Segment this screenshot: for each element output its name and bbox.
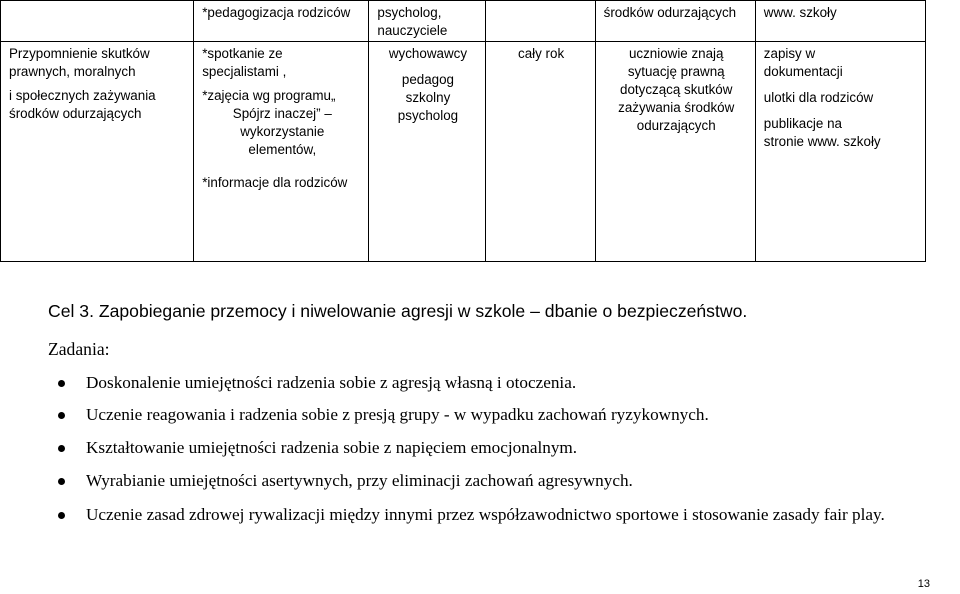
cell-text: elementów, bbox=[248, 142, 317, 157]
cell-text: środków odurzających bbox=[9, 106, 142, 121]
program-table bbox=[0, 0, 926, 262]
cell-text: cały rok bbox=[518, 46, 565, 61]
cell-text: i społecznych zażywania bbox=[9, 88, 156, 103]
cell-text: *zajęcia wg programu„ bbox=[202, 88, 336, 103]
cell-text: zapisy w bbox=[763, 46, 816, 61]
table-cell bbox=[369, 42, 485, 262]
cell-text: zażywania środków bbox=[618, 100, 735, 115]
cell-text: prawnych, moralnych bbox=[9, 64, 136, 79]
table-cell bbox=[595, 42, 755, 262]
table-cell bbox=[1, 1, 194, 42]
bullet-icon bbox=[58, 380, 65, 387]
cell-text: wykorzystanie bbox=[240, 124, 325, 139]
table-cell bbox=[194, 42, 369, 262]
cell-text: odurzających bbox=[636, 118, 716, 133]
cell-text: uczniowie znają bbox=[628, 46, 724, 61]
cell-text: *spotkanie ze bbox=[202, 46, 283, 61]
cell-text: sytuację prawną bbox=[627, 64, 725, 79]
cell-text: Przypomnienie skutków bbox=[9, 46, 150, 61]
task-text: Uczenie zasad zdrowej rywalizacji między innymi przez współzawodnictwo sportowe i stosowanie zasady fair play. bbox=[86, 505, 885, 524]
goal-heading: Cel 3. Zapobieganie przemocy i niwelowanie agresji w szkole – dbanie o bezpieczeństwo. bbox=[48, 301, 748, 321]
table-cell bbox=[1, 42, 194, 262]
bullet-icon bbox=[58, 412, 65, 419]
task-text: Doskonalenie umiejętności radzenia sobie z agresją własną i otoczenia. bbox=[86, 373, 577, 392]
cell-text: nauczyciele bbox=[377, 23, 448, 38]
cell-text: Spójrz inaczej” – bbox=[232, 106, 332, 121]
page-number: 13 bbox=[917, 578, 930, 590]
table-cell bbox=[755, 42, 925, 262]
bullet-icon bbox=[58, 445, 65, 452]
task-text: Wyrabianie umiejętności asertywnych, przy eliminacji zachowań agresywnych. bbox=[86, 471, 633, 490]
table-cell bbox=[369, 1, 485, 42]
cell-text: środków odurzających bbox=[603, 5, 737, 20]
bullet-icon bbox=[58, 512, 65, 519]
table-row bbox=[1, 42, 926, 262]
table-cell bbox=[595, 1, 755, 42]
cell-text: wychowawcy bbox=[388, 46, 468, 61]
table-cell bbox=[194, 1, 369, 42]
cell-text: *pedagogizacja rodziców bbox=[202, 5, 351, 20]
cell-text: specjalistami , bbox=[202, 64, 287, 79]
cell-text: dokumentacji bbox=[763, 64, 843, 79]
cell-text: *informacje dla rodziców bbox=[202, 175, 348, 190]
task-text: Uczenie reagowania i radzenia sobie z presją grupy - w wypadku zachowań ryzykownych. bbox=[86, 405, 709, 424]
cell-text: psycholog bbox=[397, 108, 459, 123]
cell-text: ulotki dla rodziców bbox=[763, 90, 874, 105]
cell-text: pedagog bbox=[401, 72, 455, 87]
cell-text: szkolny bbox=[405, 90, 451, 105]
table-cell bbox=[485, 1, 595, 42]
cell-text: psycholog, bbox=[377, 5, 442, 20]
table-row bbox=[1, 1, 926, 42]
task-text: Kształtowanie umiejętności radzenia sobie z napięciem emocjonalnym. bbox=[86, 438, 578, 457]
table-cell bbox=[485, 42, 595, 262]
tasks-label: Zadania: bbox=[48, 339, 110, 359]
cell-text: www. szkoły bbox=[763, 5, 837, 20]
cell-text: stronie www. szkoły bbox=[763, 134, 881, 149]
bullet-icon bbox=[58, 478, 65, 485]
cell-text: dotyczącą skutków bbox=[620, 82, 733, 97]
table-cell bbox=[755, 1, 925, 42]
cell-text: publikacje na bbox=[763, 116, 842, 131]
